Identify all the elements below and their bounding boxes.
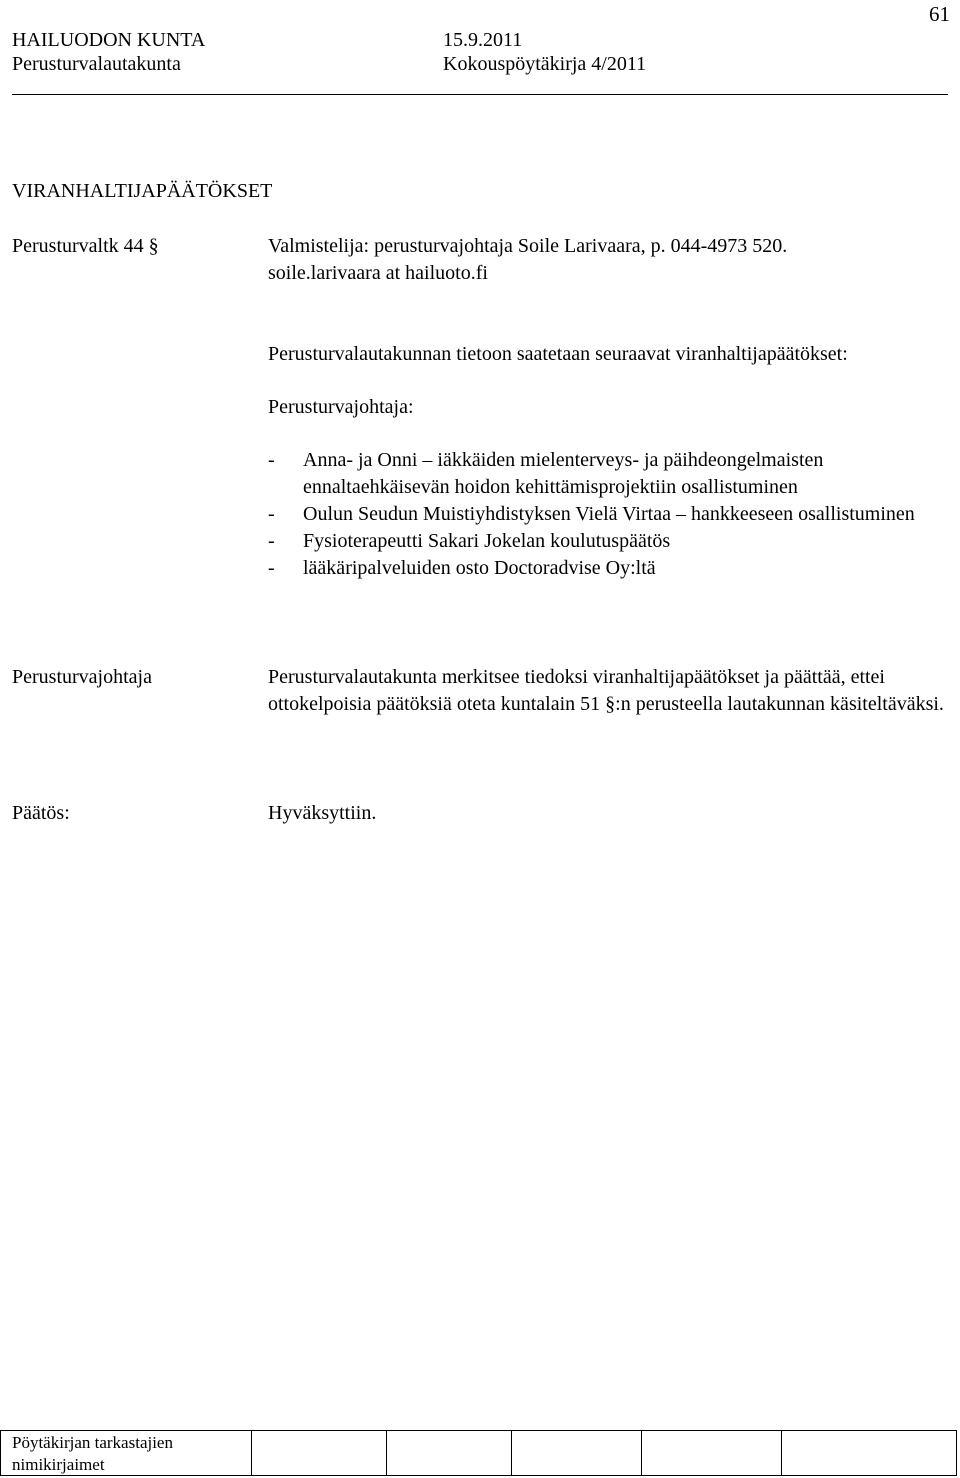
initials-cell [386,1431,387,1475]
list-item-text: Anna- ja Onni – iäkkäiden mielenterveys- ja päihdeongelmaisten ennaltaehkäisevän hoidon kehittämisprojektiin osallistuminen [303,449,824,498]
list-item-text: Oulun Seudun Muistiyhdistyksen Vielä Virtaa – hankkeeseen osallistuminen [303,503,915,525]
list-item [268,447,923,501]
minutes-number: Kokouspöytäkirja 4/2011 [443,53,647,75]
initials-cell [781,1431,782,1475]
list-item [268,528,923,555]
footer-label [12,1432,173,1476]
initials-cell [511,1431,512,1475]
list-dash: - [268,557,275,579]
municipality-name: HAILUODON KUNTA [12,29,206,51]
decision-text: Hyväksyttiin. [268,802,377,824]
proposal-label: Perusturvajohtaja [12,666,152,688]
decision-label: Päätös: [12,802,70,824]
preparer-line-1: Valmistelija: perusturvajohtaja Soile Larivaara, p. 044-4973 520. [268,235,788,257]
list-item-text: lääkäripalveluiden osto Doctoradvise Oy:ltä [303,557,656,579]
list-item-text: Fysioterapeutti Sakari Jokelan koulutuspäätös [303,530,671,552]
preparer-line-2: soile.larivaara at hailuoto.fi [268,262,488,284]
initials-cell [251,1431,252,1475]
footer-line-2: nimikirjaimet [12,1455,105,1474]
board-name: Perusturvalautakunta [12,53,181,75]
official-title: Perusturvajohtaja: [268,396,414,418]
list-dash: - [268,449,275,471]
list-dash: - [268,503,275,525]
header-divider [12,94,948,95]
decision-list [268,447,923,582]
list-dash: - [268,530,275,552]
proposal-text: Perusturvalautakunta merkitsee tiedoksi viranhaltijapäätökset ja päättää, ettei ottokelpoisia päätöksiä oteta kuntalain 51 §:n perusteella lautakunnan käsiteltäväksi. [268,666,944,715]
meeting-date: 15.9.2011 [443,29,523,51]
page-number: 61 [929,2,950,26]
section-heading: VIRANHALTIJAPÄÄTÖKSET [12,180,273,202]
item-reference: Perusturvaltk 44 § [12,235,159,257]
list-item [268,501,923,528]
intro-text: Perusturvalautakunnan tietoon saatetaan seuraavat viranhaltijapäätökset: [268,343,848,365]
initials-cell [641,1431,642,1475]
list-item [268,555,923,582]
footer-line-1: Pöytäkirjan tarkastajien [12,1433,173,1452]
